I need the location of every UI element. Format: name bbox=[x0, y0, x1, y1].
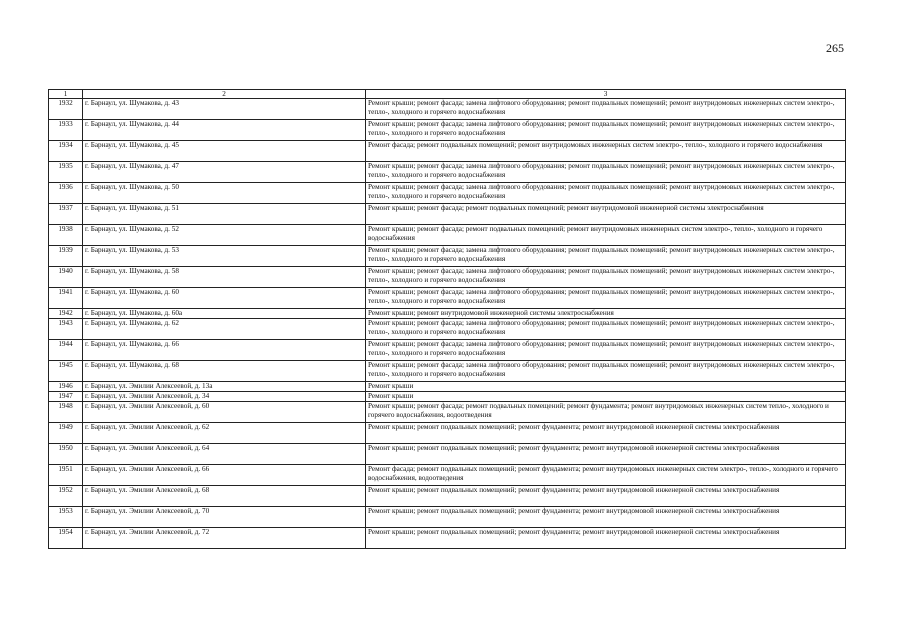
row-number: 1953 bbox=[49, 507, 83, 528]
row-address: г. Барнаул, ул. Эмилии Алексеевой, д. 66 bbox=[83, 465, 366, 486]
row-address: г. Барнаул, ул. Шумакова, д. 43 bbox=[83, 99, 366, 120]
row-works: Ремонт крыши; ремонт фасада; замена лифтового оборудования; ремонт подвальных помещений; ремонт внутридомовых инженерных систем электро-, тепло-, холодного и горячего водоснабжения bbox=[366, 120, 846, 141]
row-address: г. Барнаул, ул. Шумакова, д. 50 bbox=[83, 183, 366, 204]
table-row bbox=[49, 507, 846, 528]
row-works: Ремонт крыши; ремонт подвальных помещений; ремонт фундамента; ремонт внутридомовой инженерной системы электроснабжения bbox=[366, 486, 846, 507]
row-address: г. Барнаул, ул. Шумакова, д. 47 bbox=[83, 162, 366, 183]
row-works: Ремонт фасада; ремонт подвальных помещений; ремонт фундамента; ремонт внутридомовых инженерных систем электро-, тепло-, холодного и горячего водоснабжения, водоотведения bbox=[366, 465, 846, 486]
table-row bbox=[49, 392, 846, 402]
header-column-works: 3 bbox=[366, 90, 846, 99]
row-address: г. Барнаул, ул. Шумакова, д. 60а bbox=[83, 309, 366, 319]
row-works: Ремонт крыши; ремонт фасада; ремонт подвальных помещений; ремонт фундамента; ремонт внутридомовых инженерных систем тепло-, холодного и горячего водоснабжения, водоотведения bbox=[366, 402, 846, 423]
row-number: 1946 bbox=[49, 382, 83, 392]
row-address: г. Барнаул, ул. Эмилии Алексеевой, д. 64 bbox=[83, 444, 366, 465]
row-works: Ремонт крыши; ремонт внутридомовой инженерной системы электроснабжения bbox=[366, 309, 846, 319]
table-body bbox=[49, 99, 846, 549]
row-works: Ремонт крыши; ремонт фасада; замена лифтового оборудования; ремонт подвальных помещений; ремонт внутридомовых инженерных систем электро-, тепло-, холодного и горячего водоснабжения bbox=[366, 319, 846, 340]
row-works: Ремонт крыши; ремонт фасада; замена лифтового оборудования; ремонт подвальных помещений; ремонт внутридомовых инженерных систем электро-, тепло-, холодного и горячего водоснабжения bbox=[366, 99, 846, 120]
row-works: Ремонт крыши; ремонт фасада; замена лифтового оборудования; ремонт подвальных помещений; ремонт внутридомовых инженерных систем электро-, тепло-, холодного и горячего водоснабжения bbox=[366, 162, 846, 183]
row-number: 1935 bbox=[49, 162, 83, 183]
row-works: Ремонт крыши; ремонт фасада; замена лифтового оборудования; ремонт подвальных помещений; ремонт внутридомовых инженерных систем электро-, тепло-, холодного и горячего водоснабжения bbox=[366, 246, 846, 267]
row-number: 1940 bbox=[49, 267, 83, 288]
table-row bbox=[49, 141, 846, 162]
row-number: 1952 bbox=[49, 486, 83, 507]
row-address: г. Барнаул, ул. Шумакова, д. 52 bbox=[83, 225, 366, 246]
row-address: г. Барнаул, ул. Эмилии Алексеевой, д. 34 bbox=[83, 392, 366, 402]
row-number: 1937 bbox=[49, 204, 83, 225]
row-works: Ремонт крыши; ремонт фасада; замена лифтового оборудования; ремонт подвальных помещений; ремонт внутридомовых инженерных систем электро-, тепло-, холодного и горячего водоснабжения bbox=[366, 340, 846, 361]
row-number: 1938 bbox=[49, 225, 83, 246]
row-address: г. Барнаул, ул. Эмилии Алексеевой, д. 13а bbox=[83, 382, 366, 392]
table-row bbox=[49, 267, 846, 288]
table-row bbox=[49, 319, 846, 340]
table-row bbox=[49, 162, 846, 183]
row-address: г. Барнаул, ул. Эмилии Алексеевой, д. 60 bbox=[83, 402, 366, 423]
table-row bbox=[49, 402, 846, 423]
table-row bbox=[49, 99, 846, 120]
row-address: г. Барнаул, ул. Шумакова, д. 58 bbox=[83, 267, 366, 288]
row-number: 1943 bbox=[49, 319, 83, 340]
row-address: г. Барнаул, ул. Шумакова, д. 62 bbox=[83, 319, 366, 340]
row-number: 1932 bbox=[49, 99, 83, 120]
row-works: Ремонт крыши; ремонт подвальных помещений; ремонт фундамента; ремонт внутридомовой инженерной системы электроснабжения bbox=[366, 528, 846, 549]
table-row bbox=[49, 309, 846, 319]
row-address: г. Барнаул, ул. Шумакова, д. 53 bbox=[83, 246, 366, 267]
table-row bbox=[49, 486, 846, 507]
row-address: г. Барнаул, ул. Шумакова, д. 60 bbox=[83, 288, 366, 309]
table-row bbox=[49, 246, 846, 267]
table-row bbox=[49, 528, 846, 549]
row-works: Ремонт крыши; ремонт фасада; замена лифтового оборудования; ремонт подвальных помещений; ремонт внутридомовых инженерных систем электро-, тепло-, холодного и горячего водоснабжения bbox=[366, 267, 846, 288]
table-row bbox=[49, 382, 846, 392]
row-works: Ремонт фасада; ремонт подвальных помещений; ремонт внутридомовых инженерных систем электро-, тепло-, холодного и горячего водоснабжения bbox=[366, 141, 846, 162]
table-row bbox=[49, 361, 846, 382]
header-column-number: 1 bbox=[49, 90, 83, 99]
table-row bbox=[49, 444, 846, 465]
row-number: 1951 bbox=[49, 465, 83, 486]
row-number: 1947 bbox=[49, 392, 83, 402]
row-address: г. Барнаул, ул. Эмилии Алексеевой, д. 72 bbox=[83, 528, 366, 549]
row-number: 1949 bbox=[49, 423, 83, 444]
row-address: г. Барнаул, ул. Эмилии Алексеевой, д. 68 bbox=[83, 486, 366, 507]
row-number: 1942 bbox=[49, 309, 83, 319]
row-works: Ремонт крыши; ремонт фасада; замена лифтового оборудования; ремонт подвальных помещений; ремонт внутридомовых инженерных систем электро-, тепло-, холодного и горячего водоснабжения bbox=[366, 361, 846, 382]
header-row bbox=[49, 90, 846, 99]
row-number: 1954 bbox=[49, 528, 83, 549]
table-row bbox=[49, 183, 846, 204]
row-works: Ремонт крыши; ремонт фасада; замена лифтового оборудования; ремонт подвальных помещений; ремонт внутридомовых инженерных систем электро-, тепло-, холодного и горячего водоснабжения bbox=[366, 183, 846, 204]
table-row bbox=[49, 423, 846, 444]
row-works: Ремонт крыши; ремонт подвальных помещений; ремонт фундамента; ремонт внутридомовой инженерной системы электроснабжения bbox=[366, 507, 846, 528]
row-works: Ремонт крыши; ремонт фасада; ремонт подвальных помещений; ремонт внутридомовой инженерной системы электроснабжения bbox=[366, 204, 846, 225]
row-address: г. Барнаул, ул. Шумакова, д. 68 bbox=[83, 361, 366, 382]
buildings-repair-table bbox=[48, 89, 846, 549]
row-number: 1939 bbox=[49, 246, 83, 267]
row-address: г. Барнаул, ул. Шумакова, д. 66 bbox=[83, 340, 366, 361]
row-works: Ремонт крыши; ремонт фасада; ремонт подвальных помещений; ремонт внутридомовых инженерных систем электро-, тепло-, холодного и горячего водоснабжения bbox=[366, 225, 846, 246]
row-works: Ремонт крыши; ремонт фасада; замена лифтового оборудования; ремонт подвальных помещений; ремонт внутридомовых инженерных систем электро-, тепло-, холодного и горячего водоснабжения bbox=[366, 288, 846, 309]
table-header bbox=[49, 90, 846, 99]
row-address: г. Барнаул, ул. Шумакова, д. 45 bbox=[83, 141, 366, 162]
row-number: 1936 bbox=[49, 183, 83, 204]
row-number: 1944 bbox=[49, 340, 83, 361]
row-number: 1933 bbox=[49, 120, 83, 141]
table-row bbox=[49, 225, 846, 246]
table-row bbox=[49, 465, 846, 486]
row-address: г. Барнаул, ул. Шумакова, д. 44 bbox=[83, 120, 366, 141]
table-row bbox=[49, 204, 846, 225]
header-column-address: 2 bbox=[83, 90, 366, 99]
table-row bbox=[49, 288, 846, 309]
table-row bbox=[49, 340, 846, 361]
row-works: Ремонт крыши bbox=[366, 392, 846, 402]
row-address: г. Барнаул, ул. Эмилии Алексеевой, д. 62 bbox=[83, 423, 366, 444]
row-number: 1941 bbox=[49, 288, 83, 309]
row-address: г. Барнаул, ул. Шумакова, д. 51 bbox=[83, 204, 366, 225]
row-works: Ремонт крыши bbox=[366, 382, 846, 392]
row-address: г. Барнаул, ул. Эмилии Алексеевой, д. 70 bbox=[83, 507, 366, 528]
row-number: 1945 bbox=[49, 361, 83, 382]
page-number: 265 bbox=[826, 41, 844, 55]
row-number: 1948 bbox=[49, 402, 83, 423]
row-number: 1950 bbox=[49, 444, 83, 465]
row-number: 1934 bbox=[49, 141, 83, 162]
row-works: Ремонт крыши; ремонт подвальных помещений; ремонт фундамента; ремонт внутридомовой инженерной системы электроснабжения bbox=[366, 423, 846, 444]
table-row bbox=[49, 120, 846, 141]
row-works: Ремонт крыши; ремонт подвальных помещений; ремонт фундамента; ремонт внутридомовой инженерной системы электроснабжения bbox=[366, 444, 846, 465]
